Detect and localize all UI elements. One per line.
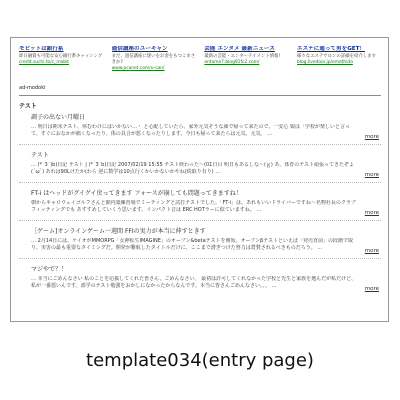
list-item	[19, 152, 381, 184]
divider	[19, 258, 381, 259]
divider	[19, 182, 381, 183]
entry-title[interactable]: ［ゲーム]オンラインゲーム一週間 FFIの実力が本当に伸すときす	[31, 228, 206, 235]
list-item	[19, 228, 381, 260]
entry-title[interactable]: 調子の出ない月曜日	[31, 114, 86, 121]
divider	[19, 144, 381, 145]
entry-excerpt: … 本当にごめんなさい 私のことを応援してくれた皆さん、ごめんなさい。 最初は許可してくれなかった学校と先生と家族を選んだが私だけど、私が一番悪いんです。部学のテスト勉強をおかしになかったからなんです。本当に皆さんごめんなさい。。。 …	[31, 276, 357, 289]
divider	[19, 220, 381, 221]
list-item	[19, 190, 381, 222]
entry-excerpt: 朝からキャロウェイゴルフさんと動内葉練習場でミーティングと試打テストでした。「FT-i」は、あれもいいドライバーですね〜名物社長のクラブフィッティングでも あすすめしていくう思います。インパクト音は ERC HOTラーに似ていますね。 …	[31, 200, 356, 213]
ad-unit[interactable]	[204, 46, 288, 94]
category-heading: テスト	[19, 103, 37, 110]
more-link[interactable]: more	[364, 210, 379, 216]
sponsor-label: ad-modoki	[19, 85, 46, 91]
list-item	[19, 114, 381, 146]
ad-description: 即日融資も可能な安心銀行系キャッシング	[19, 54, 103, 59]
entry-title[interactable]: FT-i はヘッドがグイグイ戻ってきます フォースが崩しても問題ってきますね！	[31, 190, 242, 197]
page-frame	[10, 37, 389, 322]
entry-list	[19, 114, 381, 304]
ad-url-link[interactable]: www.pcanet.com/u-can/	[111, 66, 165, 71]
ad-url-link[interactable]: entame7.blog91fc2.com/	[204, 60, 260, 65]
divider	[19, 95, 381, 96]
template-caption: template034(entry page)	[86, 350, 314, 371]
ad-title-link[interactable]: 芸能 エンタメ 最新ニュース	[204, 46, 275, 52]
entry-excerpt: … 2月14日には、ケイオがMMORPG「女神転生IMAGINE」のオープン&betaテストを開始。オープンβテストといえば「発売直前」の段階で取り、実害の最も重要なタイミングだ。開発が難航したタイトルだけに、ここまで漕ぎつけた努力は賞賛されるべきものだろう。 …	[31, 238, 353, 251]
ad-title-link[interactable]: モビットは銀行系	[19, 46, 64, 52]
more-link[interactable]: more	[364, 248, 379, 254]
ad-title-link[interactable]: 過信講座のユーキャン	[111, 46, 168, 52]
entry-title[interactable]: マジやで？！	[31, 266, 68, 273]
more-link[interactable]: more	[364, 286, 379, 292]
ad-url-link[interactable]: credit.suchi.to/c_mobit	[19, 60, 70, 65]
more-link[interactable]: more	[364, 172, 379, 178]
ad-title-link[interactable]: エステに通って男をGET！	[296, 46, 366, 52]
ad-description: 最新の芸能・エンターテイメント情報!	[204, 54, 281, 59]
entry-excerpt: … (*´3`)b)日記 テスト | (*´3`b)日記 2007/02/19 15:55 テスト終わった〜(01日目 明日もあるしな〜(ｇ) あ、体育のテスト頑張ってきたぞよ(´ω`) あれは90Lけたか(わら 逆に数学は10点行くかいかないかやね(続取り有り) …	[31, 162, 355, 175]
ad-bar	[19, 46, 381, 94]
more-link[interactable]: more	[364, 134, 379, 140]
ad-url-link[interactable]: blog.livedoor.jp/emethida	[296, 60, 353, 65]
ad-description: まだ、過信講座に迷いをお金をもつこまさきか?	[111, 54, 196, 65]
ad-unit[interactable]	[112, 46, 196, 94]
entry-excerpt: … 明日は期末テスト、休むわけにはいかない…・ と心配していたら、家外元気そうな顔で帰って来たので、一安心 娘は「学校が楽しいと言って、すぐにおなかが痛くなったり、体の具合が悪くなったりします。今日も帰って来たらは元気、元気。 …	[31, 124, 351, 137]
ad-unit[interactable]	[297, 46, 381, 94]
list-item	[19, 266, 381, 298]
ad-description: 様々なエステサロンの詳細を紹介します	[296, 54, 376, 59]
entry-title[interactable]: テスト	[31, 152, 49, 159]
